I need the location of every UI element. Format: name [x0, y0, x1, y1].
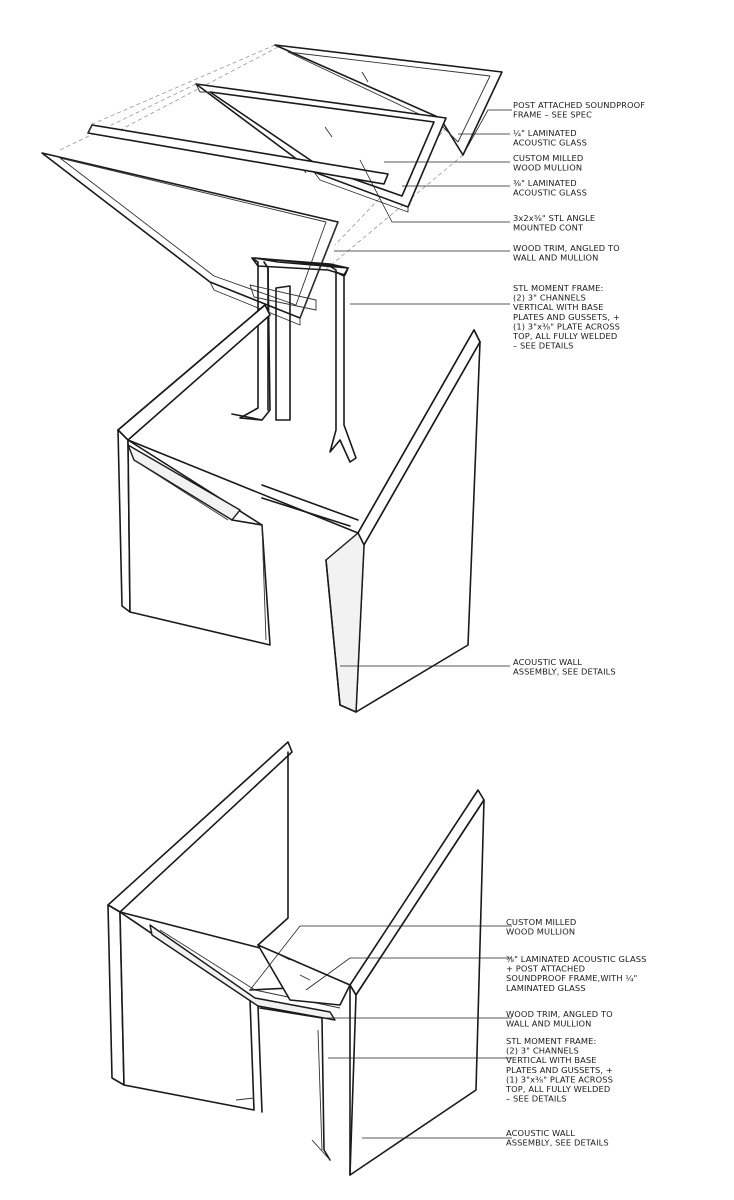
callout-line: ⅜" LAMINATED ACOUSTIC GLASS — [506, 954, 647, 964]
callout-line: PLATES AND GUSSETS, + — [506, 1064, 613, 1075]
callout-line: – SEE DETAILS — [513, 340, 574, 351]
callout-line: – SEE DETAILS — [506, 1093, 567, 1104]
callout-line: WOOD MULLION — [506, 926, 576, 937]
callout-line: CUSTOM MILLED — [506, 917, 577, 927]
callout-line: ASSEMBLY, SEE DETAILS — [506, 1137, 609, 1148]
callout-line: (2) 3" CHANNELS — [513, 292, 586, 303]
top-callout-labels — [512, 100, 645, 677]
callout-line: WOOD TRIM, ANGLED TO — [513, 243, 620, 253]
callout-line: POST ATTACHED SOUNDPROOF — [513, 100, 646, 110]
callout-line: ¼" LAMINATED — [513, 128, 577, 138]
acoustic-wall-assembly — [118, 305, 480, 712]
top-callouts-label — [512, 283, 620, 351]
callout-line: ACOUSTIC GLASS — [513, 137, 587, 148]
callout-line: LAMINATED GLASS — [506, 982, 586, 993]
callout-line: PLATES AND GUSSETS, + — [513, 311, 620, 322]
callout-line: ACOUSTIC GLASS — [513, 187, 587, 198]
top-callouts-label — [513, 153, 583, 173]
top-callouts-label — [513, 128, 587, 148]
callout-line: TOP, ALL FULLY WELDED — [513, 331, 618, 341]
callout-line: STL MOMENT FRAME: — [513, 283, 604, 293]
bottom-callouts-label — [506, 1128, 609, 1148]
callout-line: MOUNTED CONT — [513, 222, 584, 233]
callout-line: STL MOMENT FRAME: — [506, 1036, 597, 1046]
top-callouts-label — [513, 213, 595, 233]
top-callouts-label — [513, 243, 620, 263]
callout-line: 3x2x⅜" STL ANGLE — [513, 213, 596, 223]
callout-line: ⅜" LAMINATED — [513, 178, 577, 188]
bottom-callouts-label — [506, 954, 646, 993]
callout-line: WOOD TRIM, ANGLED TO — [506, 1009, 613, 1019]
callout-line: SOUNDPROOF FRAME,WITH ¼" — [506, 973, 638, 984]
bottom-callouts-label — [506, 1009, 613, 1029]
callout-line: WALL AND MULLION — [513, 252, 599, 263]
callout-line: ASSEMBLY, SEE DETAILS — [513, 666, 616, 677]
top-callouts-label — [513, 178, 587, 198]
callout-line: CUSTOM MILLED — [513, 153, 584, 163]
callout-line: + POST ATTACHED — [506, 963, 586, 974]
callout-line: VERTICAL WITH BASE — [506, 1055, 597, 1066]
callout-line: TOP, ALL FULLY WELDED — [506, 1084, 611, 1094]
top-callouts-label — [513, 100, 645, 120]
callout-line: (1) 3"x⅜" PLATE ACROSS — [506, 1074, 614, 1085]
bottom-callouts-label — [506, 917, 576, 937]
callout-line: FRAME – SEE SPEC — [513, 109, 592, 120]
bottom-callouts-label — [505, 1036, 613, 1104]
callout-line: ACOUSTIC WALL — [513, 657, 583, 667]
exploded-assembly — [42, 45, 512, 712]
callout-line: WALL AND MULLION — [506, 1018, 592, 1029]
bottom-callout-labels — [505, 917, 646, 1148]
callout-line: (1) 3"x⅜" PLATE ACROSS — [513, 321, 621, 332]
assembled-assembly — [108, 742, 512, 1175]
callout-line: (2) 3" CHANNELS — [506, 1045, 579, 1056]
callout-line: WOOD MULLION — [513, 162, 583, 173]
callout-line: ACOUSTIC WALL — [506, 1128, 576, 1138]
top-callouts-label — [513, 657, 616, 677]
front-glass-pane — [42, 153, 338, 325]
callout-line: VERTICAL WITH BASE — [513, 302, 604, 313]
